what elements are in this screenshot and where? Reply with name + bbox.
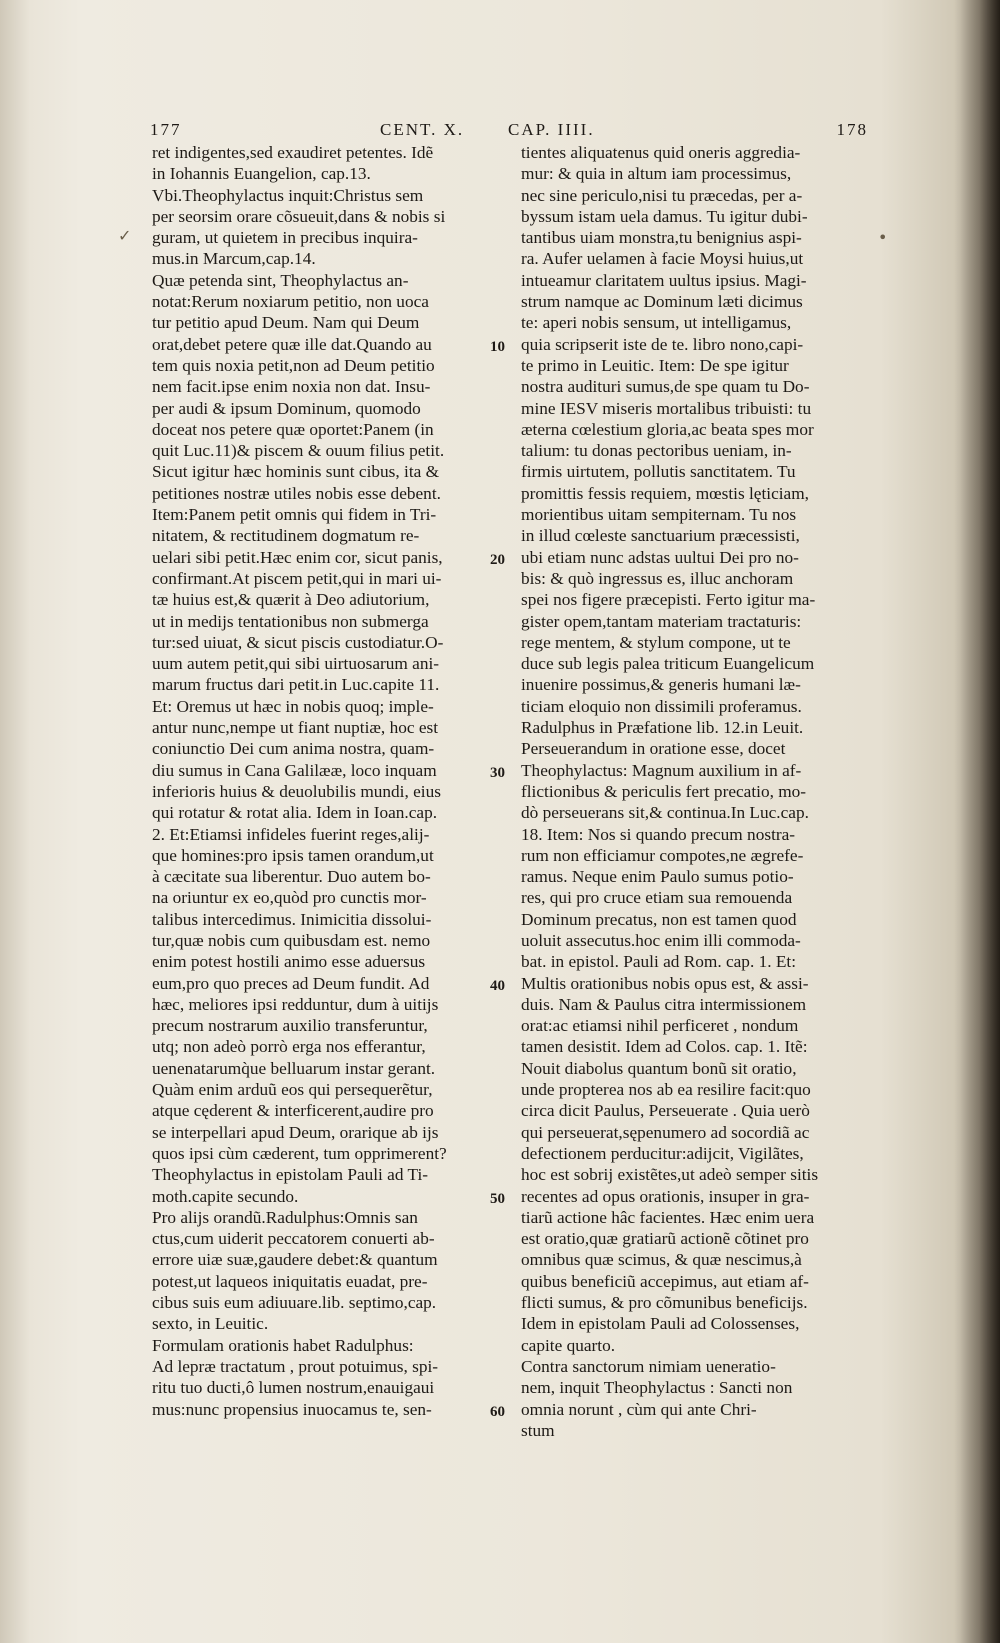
line-number-50: 50 xyxy=(490,1191,505,1207)
left-column-line: confirmant.At piscem petit,qui in mari ui- xyxy=(152,568,442,588)
right-column-line: tantibus uiam monstra,tu benignius aspi- xyxy=(521,228,802,248)
left-column-line: per audi & ipsum Dominum, quomodo xyxy=(152,398,421,418)
left-column-line: talibus intercedimus. Inimicitia dissolui- xyxy=(152,909,432,929)
left-column-line: potest,ut laqueos iniquitatis euadat, pre- xyxy=(152,1271,428,1291)
right-column-line: Idem in epistolam Pauli ad Colossenses, xyxy=(521,1314,800,1334)
right-column-line: nostra audituri sumus,de spe quam tu Do- xyxy=(521,377,810,397)
right-text-column xyxy=(521,142,871,1441)
left-page-number: 177 xyxy=(150,120,182,139)
left-column-line: que homines:pro ipsis tamen orandum,ut xyxy=(152,845,434,865)
running-header xyxy=(150,120,868,144)
right-column-line: quibus beneficiũ accepimus, aut etiam af- xyxy=(521,1271,809,1291)
right-column-line: ramus. Neque enim Paulo sumus potio- xyxy=(521,867,794,887)
left-column-line: Sicut igitur hæc hominis sunt cibus, ita & xyxy=(152,462,440,482)
left-column-line: na oriuntur ex eo,quòd pro cunctis mor- xyxy=(152,888,427,908)
right-column-line: mur: & quia in altum iam processimus, xyxy=(521,164,792,184)
left-column-line: ut in medijs tentationibus non submerga xyxy=(152,611,429,631)
left-column-line: cibus suis eum adiuuare.lib. septimo,cap. xyxy=(152,1293,437,1313)
right-column-line: ubi etiam nunc adstas uultui Dei pro no- xyxy=(521,547,799,567)
left-text-column xyxy=(152,142,507,1420)
right-column-line: 18. Item: Nos si quando precum nostra- xyxy=(521,824,796,844)
left-column-line: precum nostrarum auxilio transferuntur, xyxy=(152,1016,428,1036)
right-column-line: bat. in epistol. Pauli ad Rom. cap. 1. Et: xyxy=(521,952,797,972)
left-column-line: in Iohannis Euangelion, cap.13. xyxy=(152,164,371,184)
left-column-line: sexto, in Leuitic. xyxy=(152,1314,269,1334)
left-column-line: inferioris huius & deuolubilis mundi, eius xyxy=(152,781,441,801)
left-column-line: tur petitio apud Deum. Nam qui Deum xyxy=(152,313,420,333)
left-column-line: Quæ petenda sint, Theophylactus an- xyxy=(152,270,409,290)
left-column-line: Theophylactus in epistolam Pauli ad Ti- xyxy=(152,1165,429,1185)
right-column-line: morientibus uitam sempiternam. Tu nos xyxy=(521,505,797,525)
left-column-line: antur nunc,nempe ut fiant nuptiæ, hoc est xyxy=(152,718,439,738)
left-column-line: Quàm enim arduũ eos qui persequerẽtur, xyxy=(152,1080,433,1100)
left-column-line: Item:Panem petit omnis qui fidem in Tri- xyxy=(152,505,437,525)
right-column-line: flictionibus & periculis fert precatio, mo- xyxy=(521,781,807,801)
left-column-line: enim potest hostili animo esse aduersus xyxy=(152,952,426,972)
left-column-line: qui rotatur & rotat alia. Idem in Ioan.cap. xyxy=(152,803,438,823)
left-column-line: uelari sibi petit.Hæc enim cor, sicut panis, xyxy=(152,547,443,567)
right-column-line: omnia norunt , cùm qui ante Chri- xyxy=(521,1399,757,1419)
right-column-line: Perseuerandum in oratione esse, docet xyxy=(521,739,786,759)
left-column-line: ctus,cum uiderit peccatorem conuerti ab- xyxy=(152,1229,435,1249)
right-column-line: flicti sumus, & pro cõmunibus beneficijs. xyxy=(521,1293,808,1313)
left-column-line: Et: Oremus ut hæc in nobis quoq; imple- xyxy=(152,696,434,716)
right-column-line: mine IESV miseris mortalibus tribuisti: tu xyxy=(521,398,812,418)
right-column-line: omnibus quæ scimus, & quæ nescimus,à xyxy=(521,1250,802,1270)
right-column-line: talium: tu donas pectoribus ueniam, in- xyxy=(521,441,792,461)
left-column-line: notat:Rerum noxiarum petitio, non uoca xyxy=(152,292,429,312)
left-column-line: eum,pro quo preces ad Deum fundit. Ad xyxy=(152,973,430,993)
right-column-line: Nouit diabolus quantum bonũ sit oratio, xyxy=(521,1058,797,1078)
left-column-line: diu sumus in Cana Galilææ, loco inquam xyxy=(152,760,437,780)
left-column-line: doceat nos petere quæ oportet:Panem (in xyxy=(152,419,434,439)
right-column-line: inuenire possimus,& generis humani læ- xyxy=(521,675,801,695)
left-column-line: à cæcitate sua liberentur. Duo autem bo- xyxy=(152,867,431,887)
right-column-line: intueamur claritatem uultus ipsius. Magi- xyxy=(521,270,807,290)
right-column-line: firmis uirtutem, pollutis sanctitatem. Tu xyxy=(521,462,796,482)
book-spine-shadow xyxy=(954,0,1000,1643)
right-column-line: spei nos figere præcepisti. Ferto igitur ma- xyxy=(521,590,816,610)
left-column-line: tur:sed uiuat, & sicut piscis custodiatur.O- xyxy=(152,632,444,652)
right-column-line: te primo in Leuitic. Item: De spe igitur xyxy=(521,355,789,375)
line-number-40: 40 xyxy=(490,978,505,994)
left-column-line: uenenatarumq̀ue belluarum instar gerant. xyxy=(152,1058,436,1078)
right-column-line: nem, inquit Theophylactus : Sancti non xyxy=(521,1378,793,1398)
left-running-title: CENT. X. xyxy=(380,120,465,139)
right-column-line: ticiam eloquio non dissimili proferamus. xyxy=(521,696,802,716)
left-column-line: utq; non adeò porrò erga nos efferantur, xyxy=(152,1037,426,1057)
right-column-line: promittis fessis requiem, mœstis lęticiam, xyxy=(521,483,809,503)
right-running-title: CAP. IIII. xyxy=(508,120,595,139)
right-column-line: dò perseuerans sit,& continua.In Luc.cap. xyxy=(521,803,809,823)
right-column-line: rum non efficiamur compotes,ne ægrefe- xyxy=(521,845,804,865)
line-number-20: 20 xyxy=(490,552,505,568)
left-column-line: per seorsim orare cõsueuit,dans & nobis si xyxy=(152,206,446,226)
left-column-line: marum fructus dari petit.in Luc.capite 11. xyxy=(152,675,440,695)
right-column-line: Theophylactus: Magnum auxilium in af- xyxy=(521,760,802,780)
right-column-line: strum namque ac Dominum læti dicimus xyxy=(521,292,803,312)
right-column-line: byssum istam uela damus. Tu igitur dubi- xyxy=(521,206,808,226)
right-column-line: quia scripserit iste de te. libro nono,capi- xyxy=(521,334,804,354)
left-column-line: Vbi.Theophylactus inquit:Christus sem xyxy=(152,185,424,205)
right-column-line: in illud cœleste sanctuarium præcessisti, xyxy=(521,526,800,546)
right-column-line: tientes aliquatenus quid oneris aggredia- xyxy=(521,143,801,162)
right-column-line: orat:ac etiamsi nihil perficeret , nondum xyxy=(521,1016,799,1036)
right-column-line: recentes ad opus orationis, insuper in gra- xyxy=(521,1186,810,1206)
left-column-line: 2. Et:Etiamsi infideles fuerint reges,alij- xyxy=(152,824,430,844)
line-number-60: 60 xyxy=(490,1404,505,1420)
right-column-line: circa dicit Paulus, Perseuerate . Quia uerò xyxy=(521,1101,810,1121)
left-column-line: quos ipsi cùm cæderent, tum opprimerent? xyxy=(152,1143,447,1163)
left-column-line: tæ huius est,& quærit à Deo adiutorium, xyxy=(152,590,430,610)
right-column-line: stum xyxy=(521,1420,555,1440)
right-column-line: uoluit assecutus.hoc enim illi commoda- xyxy=(521,930,801,950)
margin-check-mark: ✓ xyxy=(118,226,132,245)
left-column-line: Formulam orationis habet Radulphus: xyxy=(152,1335,414,1355)
right-column-line: qui perseuerat,sępenumero ad socordiã ac xyxy=(521,1122,810,1142)
left-column-line: uum autem petit,qui sibi uirtuosarum ani- xyxy=(152,654,440,674)
line-number-30: 30 xyxy=(490,765,505,781)
left-column-line: nitatem, & rectitudinem dogmatum re- xyxy=(152,526,420,546)
line-number-10: 10 xyxy=(490,339,505,355)
left-column-line: errore uiæ suæ,gaudere debet:& quantum xyxy=(152,1250,438,1270)
left-column-line: ritu tuo ducti,ô lumen nostrum,enauigaui xyxy=(152,1378,435,1398)
left-column-line: atque cęderent & interficerent,audire pro xyxy=(152,1101,434,1121)
right-column-line: defectionem perducitur:adijcit, Vigilãtes, xyxy=(521,1143,804,1163)
right-column-line: nec sine periculo,nisi tu præcedas, per a- xyxy=(521,185,803,205)
left-column-line: mus:nunc propensius inuocamus te, sen- xyxy=(152,1399,432,1419)
left-column-line: orat,debet petere quæ ille dat.Quando au xyxy=(152,334,432,354)
left-column-line: mus.in Marcum,cap.14. xyxy=(152,249,316,269)
left-column-line: moth.capite secundo. xyxy=(152,1186,299,1206)
right-column-line: est oratio,quæ gratiarũ actionẽ cõtinet pro xyxy=(521,1229,809,1249)
right-column-line: capite quarto. xyxy=(521,1335,616,1355)
left-column-line: ret indigentes,sed exaudiret petentes. Idẽ xyxy=(152,143,434,162)
left-column-line: guram, ut quietem in precibus inquira- xyxy=(152,228,418,248)
left-column-line: hæc, meliores ipsi redduntur, dum à uitijs xyxy=(152,994,439,1014)
margin-dot-mark: • xyxy=(878,228,888,247)
right-column-line: tamen desistit. Idem ad Colos. cap. 1. Itẽ: xyxy=(521,1037,808,1057)
left-column-line: tem quis noxia petit,non ad Deum petitio xyxy=(152,355,435,375)
right-column-line: Multis orationibus nobis opus est, & assi- xyxy=(521,973,809,993)
right-column-line: æterna cœlestium gloria,ac beata spes mor xyxy=(521,419,814,439)
right-column-line: Dominum precatus, non est tamen quod xyxy=(521,909,797,929)
right-column-line: Radulphus in Præfatione lib. 12.in Leuit. xyxy=(521,718,804,738)
left-column-line: se interpellari apud Deum, orarique ab ijs xyxy=(152,1122,439,1142)
right-column-line: duce sub legis palea triticum Euangelicum xyxy=(521,654,815,674)
left-column-line: nem facit.ipse enim noxia non dat. Insu- xyxy=(152,377,431,397)
right-column-line: te: aperi nobis sensum, ut intelligamus, xyxy=(521,313,792,333)
right-column-line: bis: & quò ingressus es, illuc anchoram xyxy=(521,568,794,588)
right-column-line: ra. Aufer uelamen à facie Moysi huius,ut xyxy=(521,249,804,269)
right-column-line: Contra sanctorum nimiam ueneratio- xyxy=(521,1356,776,1376)
right-page-number: 178 xyxy=(836,120,868,139)
left-column-line: Ad lepræ tractatum , prout potuimus, spi- xyxy=(152,1356,439,1376)
right-column-line: gister opem,tantam materiam tractaturis: xyxy=(521,611,802,631)
right-column-line: tiarũ actione hâc facientes. Hæc enim uera xyxy=(521,1207,815,1227)
left-column-line: coniunctio Dei cum anima nostra, quam- xyxy=(152,739,435,759)
right-column-line: res, qui pro cruce etiam sua remouenda xyxy=(521,888,793,908)
right-column-line: unde propterea nos ab ea resilire facit:quo xyxy=(521,1080,811,1100)
left-column-line: Pro alijs orandũ.Radulphus:Omnis san xyxy=(152,1207,418,1227)
right-column-line: duis. Nam & Paulus citra intermissionem xyxy=(521,994,807,1014)
left-column-line: petitiones nostræ utiles nobis esse debent. xyxy=(152,483,441,503)
left-column-line: tur,quæ nobis cum quibusdam est. nemo xyxy=(152,930,431,950)
right-column-line: hoc est sobrij existẽtes,ut adeò semper sitis xyxy=(521,1165,819,1185)
right-column-line: rege mentem, & stylum compone, ut te xyxy=(521,632,791,652)
left-column-line: quit Luc.11)& piscem & ouum filius petit. xyxy=(152,441,445,461)
